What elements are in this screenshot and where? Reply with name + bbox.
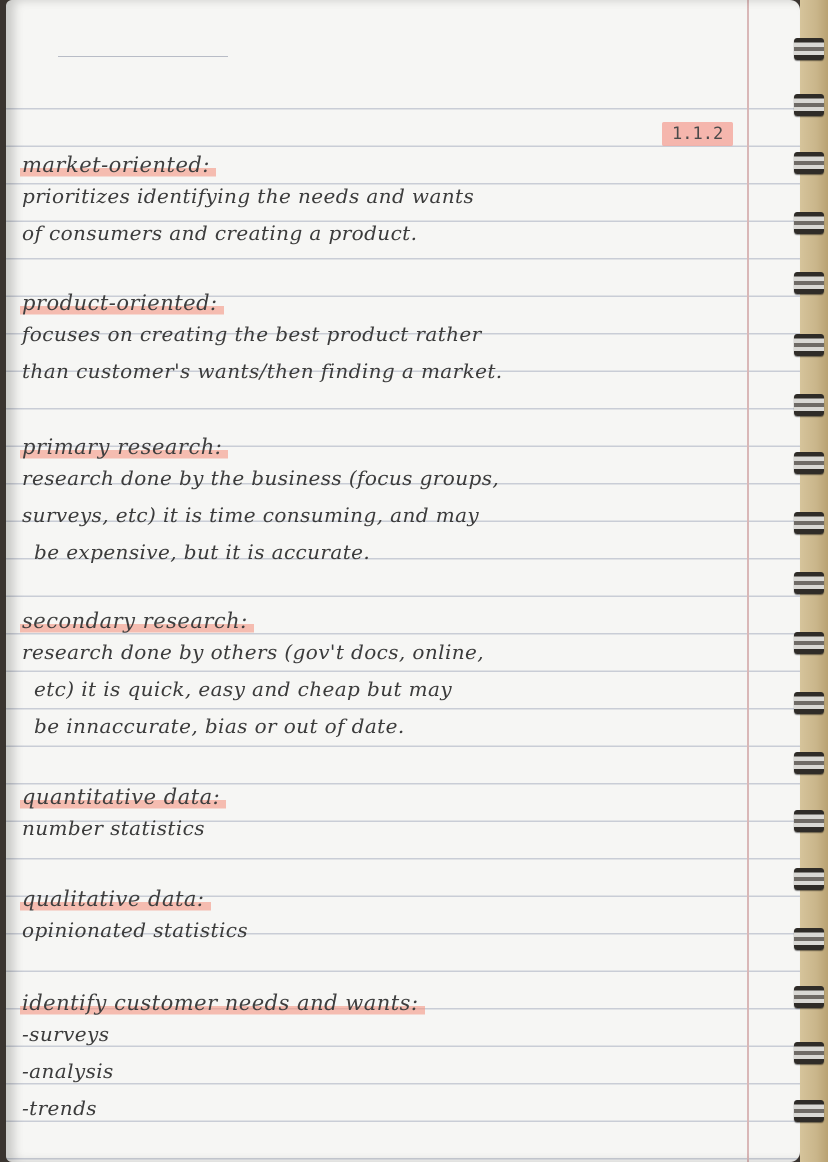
- note-line: be expensive, but it is accurate.: [34, 539, 371, 564]
- spiral-coil: [794, 38, 824, 60]
- section-number: 1.1.2: [662, 122, 733, 146]
- note-heading: qualitative data:: [20, 884, 211, 914]
- note-line: focuses on creating the best product rather: [22, 322, 482, 346]
- note-heading: secondary research:: [20, 606, 254, 636]
- note-bullet: -surveys: [22, 1022, 110, 1046]
- note-heading: market-oriented:: [20, 150, 216, 180]
- header-rule: [58, 56, 228, 57]
- note-line: number statistics: [22, 816, 205, 840]
- note-line: research done by others (gov't docs, online,: [22, 640, 485, 664]
- spiral-coil: [794, 986, 824, 1008]
- spiral-coil: [794, 632, 824, 654]
- spiral-coil: [794, 572, 824, 594]
- note-product-oriented: [20, 288, 503, 392]
- note-bullet: -analysis: [22, 1058, 114, 1083]
- spiral-coil: [794, 928, 824, 950]
- spiral-coil: [794, 212, 824, 234]
- notebook-page: [6, 0, 800, 1162]
- note-quantitative-data: [20, 782, 226, 849]
- note-market-oriented: [20, 150, 474, 254]
- note-customer-needs: [20, 988, 425, 1129]
- note-line: research done by the business (focus groups,: [22, 466, 500, 490]
- note-heading: identify customer needs and wants:: [20, 988, 425, 1018]
- note-line: prioritizes identifying the needs and wants: [22, 184, 475, 208]
- note-line: surveys, etc) it is time consuming, and may: [22, 502, 480, 527]
- spiral-coil: [794, 810, 824, 832]
- note-heading: quantitative data:: [20, 782, 226, 812]
- note-primary-research: [20, 432, 499, 573]
- note-heading: primary research:: [20, 432, 228, 462]
- note-line: opinionated statistics: [22, 918, 249, 942]
- note-line: of consumers and creating a product.: [22, 220, 418, 245]
- spiral-coil: [794, 394, 824, 416]
- spiral-coil: [794, 272, 824, 294]
- spiral-coil: [794, 94, 824, 116]
- spiral-coil: [794, 868, 824, 890]
- note-line: etc) it is quick, easy and cheap but may: [34, 676, 453, 701]
- spiral-coil: [794, 752, 824, 774]
- spiral-coil: [794, 512, 824, 534]
- note-secondary-research: [20, 606, 484, 747]
- spiral-coil: [794, 1042, 824, 1064]
- note-bullet: -trends: [22, 1095, 97, 1120]
- note-line: than customer's wants/then finding a market.: [22, 358, 503, 383]
- spiral-coil: [794, 334, 824, 356]
- spiral-coil: [794, 692, 824, 714]
- spiral-coil: [794, 1100, 824, 1122]
- note-line: be innaccurate, bias or out of date.: [34, 713, 405, 738]
- note-qualitative-data: [20, 884, 248, 951]
- spiral-coil: [794, 152, 824, 174]
- note-heading: product-oriented:: [20, 288, 224, 318]
- spiral-binding: [800, 0, 828, 1162]
- spiral-coil: [794, 452, 824, 474]
